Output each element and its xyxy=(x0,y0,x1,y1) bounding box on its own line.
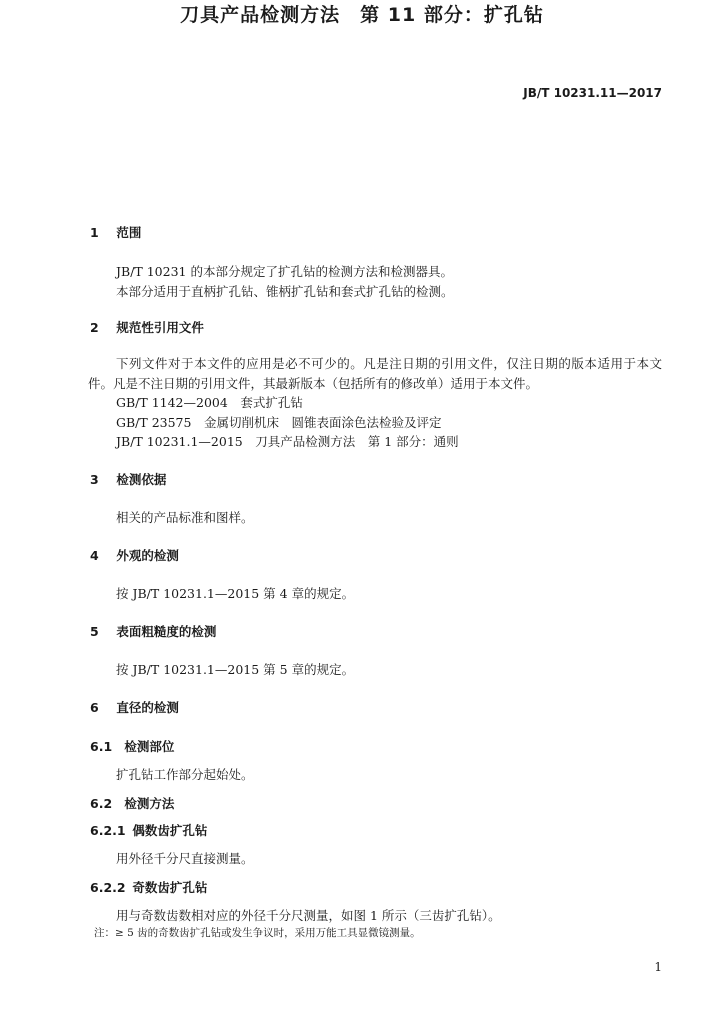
section-6-heading xyxy=(90,698,179,716)
section-title: 检测部位 xyxy=(124,739,175,754)
section-number: 4 xyxy=(90,548,99,563)
section-title: 表面粗糙度的检测 xyxy=(116,624,217,639)
section-title: 直径的检测 xyxy=(116,700,179,715)
section-3-heading xyxy=(90,470,166,488)
section-number: 6.2.1 xyxy=(90,823,126,838)
section-number: 3 xyxy=(90,472,99,487)
section-6-2-heading xyxy=(90,794,174,812)
section-number: 6 xyxy=(90,700,99,715)
section-title: 检测方法 xyxy=(124,796,175,811)
section-6-1-heading xyxy=(90,737,174,755)
section-title: 检测依据 xyxy=(116,472,167,487)
section-1-paragraph-2: 本部分适用于直柄扩孔钻、锥柄扩孔钻和套式扩孔钻的检测。 xyxy=(116,284,454,299)
section-2-intro: 下列文件对于本文件的应用是必不可少的。凡是注日期的引用文件，仅注日期的版本适用于本文件。凡是不注日期的引用文件，其最新版本（包括所有的修改单）适用于本文件。 xyxy=(88,356,662,391)
section-title: 外观的检测 xyxy=(116,548,179,563)
section-6-2-2-paragraph: 用与奇数齿数相对应的外径千分尺测量，如图 1 所示（三齿扩孔钻）。 xyxy=(116,908,501,923)
section-number: 5 xyxy=(90,624,99,639)
section-number: 2 xyxy=(90,320,99,335)
section-title: 规范性引用文件 xyxy=(116,320,204,335)
section-1-paragraph-1: JB/T 10231 的本部分规定了扩孔钻的检测方法和检测器具。 xyxy=(116,264,453,279)
section-4-paragraph: 按 JB/T 10231.1—2015 第 4 章的规定。 xyxy=(116,586,355,601)
standard-number: JB/T 10231.11—2017 xyxy=(523,86,662,100)
section-number: 1 xyxy=(90,225,99,240)
section-2-heading xyxy=(90,318,204,336)
section-title: 奇数齿扩孔钻 xyxy=(132,880,208,895)
section-6-2-1-heading xyxy=(90,821,207,839)
section-5-paragraph: 按 JB/T 10231.1—2015 第 5 章的规定。 xyxy=(116,662,355,677)
section-1-heading xyxy=(90,223,141,241)
section-4-heading xyxy=(90,546,179,564)
reference-item: GB/T 1142—2004 套式扩孔钻 xyxy=(116,395,303,410)
section-5-heading xyxy=(90,622,216,640)
section-6-2-2-note: 注：≥ 5 齿的奇数齿扩孔钻或发生争议时，采用万能工具显微镜测量。 xyxy=(94,927,421,939)
section-number: 6.1 xyxy=(90,739,113,754)
reference-item: GB/T 23575 金属切削机床 圆锥表面涂色法检验及评定 xyxy=(116,415,442,430)
section-title: 偶数齿扩孔钻 xyxy=(132,823,208,838)
section-6-1-paragraph: 扩孔钻工作部分起始处。 xyxy=(116,767,254,782)
reference-item: JB/T 10231.1—2015 刀具产品检测方法 第 1 部分：通则 xyxy=(116,434,459,449)
section-6-2-1-paragraph: 用外径千分尺直接测量。 xyxy=(116,851,254,866)
section-title: 范围 xyxy=(116,225,142,240)
page-number: 1 xyxy=(654,960,662,974)
document-title: 刀具产品检测方法 第 11 部分：扩孔钻 xyxy=(180,4,544,26)
section-3-paragraph: 相关的产品标准和图样。 xyxy=(116,510,254,525)
section-6-2-2-heading xyxy=(90,878,207,896)
section-number: 6.2 xyxy=(90,796,113,811)
section-number: 6.2.2 xyxy=(90,880,126,895)
